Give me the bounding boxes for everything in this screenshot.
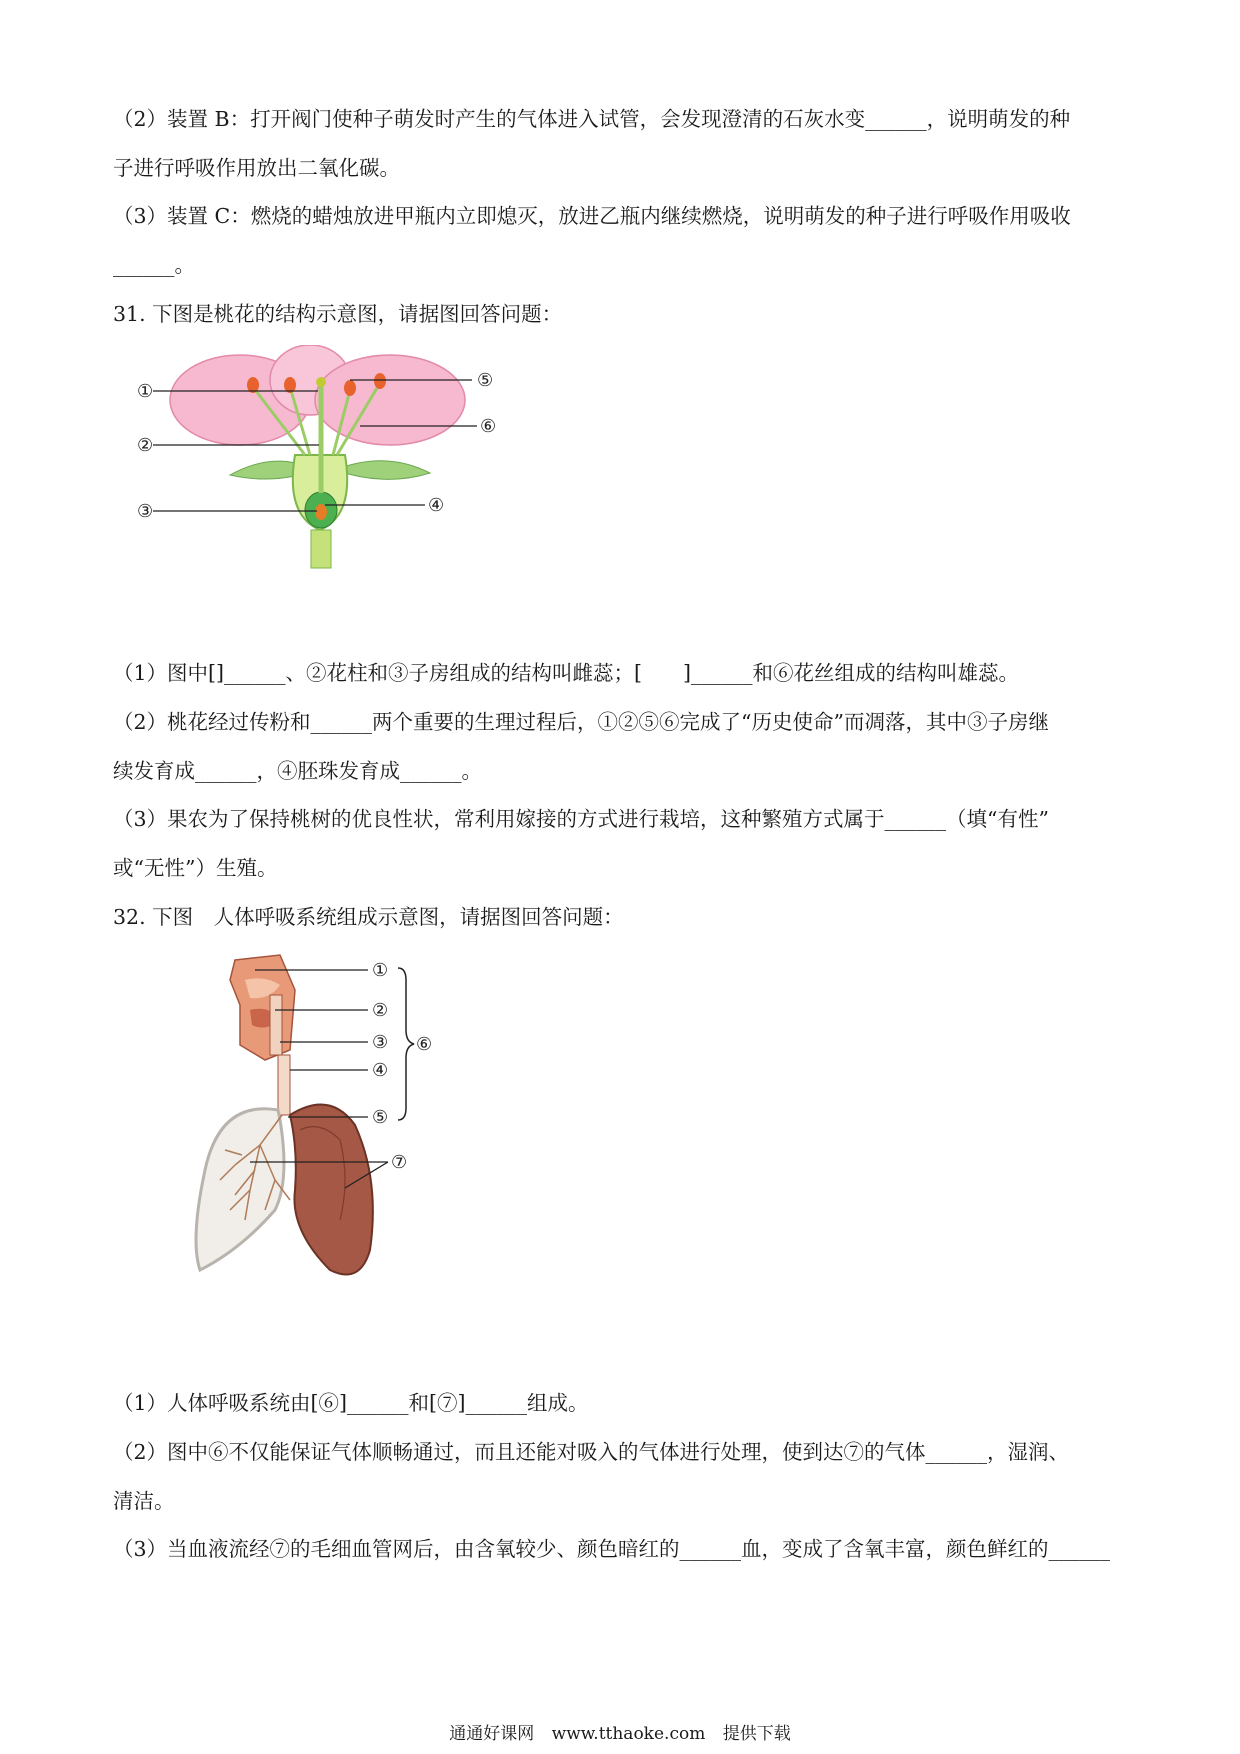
q31-part-2b: 续发育成______，④胚珠发育成______。 (113, 759, 482, 783)
respiratory-system-diagram (180, 950, 500, 1300)
question-32-title: 32. 下图 人体呼吸系统组成示意图，请据图回答问题： (113, 905, 624, 929)
peach-flower-figure (135, 345, 525, 575)
lung-label-2: ② (372, 1000, 389, 1021)
lung-label-4: ④ (372, 1060, 389, 1081)
text-line-4: ______。 (113, 253, 195, 277)
q32-part-1: （1）人体呼吸系统由[⑥]______和[⑦]______组成。 (113, 1391, 589, 1415)
q32-part-3: （3）当血液流经⑦的毛细血管网后，由含氧较少、颜色暗红的______血，变成了含氧丰富，颜色鲜红的______ (113, 1537, 1111, 1561)
q32-part-2a: （2）图中⑥不仅能保证气体顺畅通过，而且还能对吸入的气体进行处理，使到达⑦的气体______，湿润、 (113, 1440, 1070, 1464)
footer-suffix: 提供下载 (722, 1724, 791, 1744)
lung-label-1: ① (372, 960, 389, 981)
q32-part-2b: 清洁。 (113, 1489, 175, 1513)
lung-label-3: ③ (372, 1032, 389, 1053)
q31-part-3b: 或“无性”）生殖。 (113, 856, 278, 880)
text-line-3: （3）装置 C：燃烧的蜡烛放进甲瓶内立即熄灭，放进乙瓶内继续燃烧，说明萌发的种子进行呼吸作用吸收 (113, 204, 1071, 228)
flower-label-5: ⑤ (477, 370, 494, 391)
text-line-1: （2）装置 B：打开阀门使种子萌发时产生的气体进入试管，会发现澄清的石灰水变______，说明萌发的种 (113, 107, 1071, 131)
page-footer (0, 1722, 1240, 1746)
footer-site-name: 通通好课网 (449, 1724, 535, 1744)
flower-label-1: ① (137, 381, 154, 402)
peach-flower-diagram (135, 345, 525, 575)
footer-url[interactable]: www.tthaoke.com (551, 1724, 706, 1744)
lung-label-6: ⑥ (416, 1034, 433, 1055)
q31-part-2a: （2）桃花经过传粉和______两个重要的生理过程后，①②⑤⑥完成了“历史使命”而凋落，其中③子房继 (113, 710, 1050, 734)
flower-label-4: ④ (428, 495, 445, 516)
lung-label-5: ⑤ (372, 1107, 389, 1128)
flower-label-2: ② (137, 435, 154, 456)
q31-part-1: （1）图中[]______、②花柱和③子房组成的结构叫雌蕊；[ ]______和⑥花丝组成的结构叫雄蕊。 (113, 661, 1020, 685)
respiratory-system-figure (180, 950, 500, 1300)
flower-label-6: ⑥ (480, 416, 497, 437)
flower-label-3: ③ (137, 501, 154, 522)
question-31-title: 31. 下图是桃花的结构示意图，请据图回答问题： (113, 302, 563, 326)
text-line-2: 子进行呼吸作用放出二氧化碳。 (113, 156, 400, 180)
lung-label-7: ⑦ (391, 1152, 408, 1173)
q31-part-3a: （3）果农为了保持桃树的优良性状，常利用嫁接的方式进行栽培，这种繁殖方式属于______（填“有性” (113, 807, 1050, 831)
